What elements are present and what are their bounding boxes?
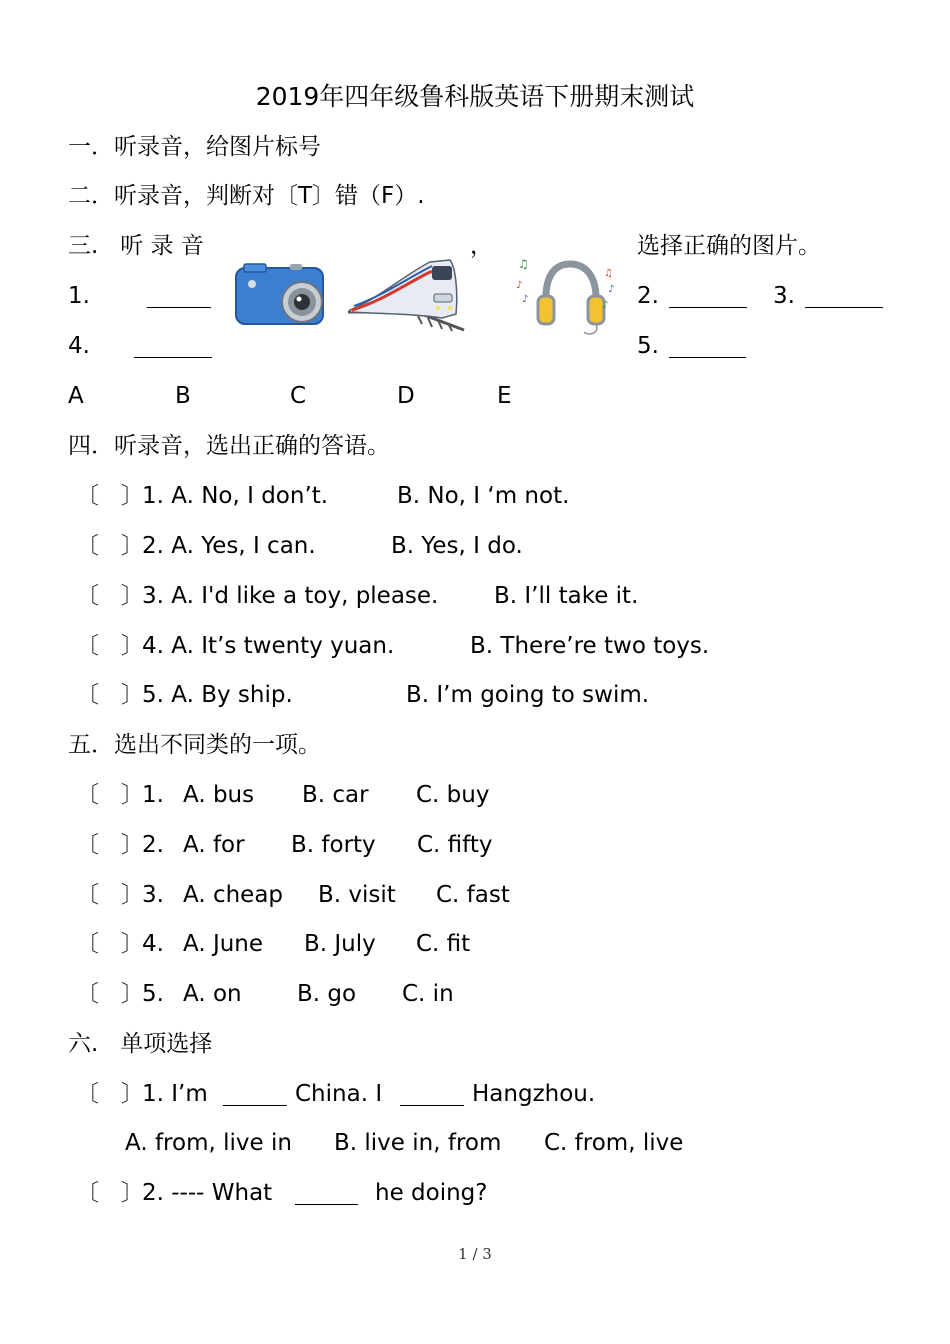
camera-icon (230, 262, 326, 328)
q5-4-option-c: C. fit (416, 931, 471, 957)
answer-blank-3[interactable] (805, 307, 883, 308)
answer-label-5: 5. (637, 333, 659, 359)
q4-3-option-a: 3. A. I'd like a toy, please. (142, 583, 439, 609)
answer-blank-1[interactable] (147, 307, 211, 308)
q5-4-number: 4. (142, 931, 164, 957)
q6-1-text-part-2: China. I (295, 1081, 383, 1107)
answer-bracket[interactable]: 〔 〕 (76, 832, 144, 858)
q6-2-text-part-1: 2. ---- What (142, 1180, 273, 1206)
q4-4-option-b: B. There’re two toys. (470, 633, 710, 659)
page-title: 2019年四年级鲁科版英语下册期末测试 (255, 82, 695, 111)
q5-3-option-a: A. cheap (183, 882, 284, 908)
picture-letter-d: D (397, 383, 415, 409)
q5-2-number: 2. (142, 832, 164, 858)
q5-5-option-b: B. go (297, 981, 357, 1007)
section-3-instruction: 选择正确的图片。 (637, 233, 821, 259)
q5-2-option-b: B. forty (291, 832, 376, 858)
answer-bracket[interactable]: 〔 〕 (76, 981, 144, 1007)
q4-4-option-a: 4. A. It’s twenty yuan. (142, 633, 395, 659)
section-3-comma: ， (470, 233, 493, 259)
picture-letter-c: C (290, 383, 307, 409)
answer-bracket[interactable]: 〔 〕 (76, 583, 144, 609)
answer-label-2: 2. (637, 283, 659, 309)
answer-bracket[interactable]: 〔 〕 (76, 882, 144, 908)
q5-3-option-b: B. visit (318, 882, 396, 908)
answer-bracket[interactable]: 〔 〕 (76, 682, 144, 708)
page-number: 1 / 3 (458, 1245, 492, 1263)
q6-1-blank-2[interactable] (400, 1105, 464, 1106)
q6-1-option-a: A. from, live in (125, 1130, 292, 1156)
section-1-heading: 一．听录音，给图片标号 (68, 134, 321, 160)
section-3-heading: 三. 听 录 音 (68, 233, 204, 259)
answer-blank-4[interactable] (134, 357, 212, 358)
q6-2-blank[interactable] (295, 1204, 358, 1205)
svg-text:♫: ♫ (604, 268, 613, 279)
answer-label-3: 3. (773, 283, 795, 309)
q5-4-option-b: B. July (304, 931, 376, 957)
section-5-heading: 五．选出不同类的一项。 (68, 732, 321, 758)
answer-bracket[interactable]: 〔 〕 (76, 931, 144, 957)
q6-1-blank-1[interactable] (223, 1105, 287, 1106)
q5-1-option-c: C. buy (416, 782, 490, 808)
answer-bracket[interactable]: 〔 〕 (76, 782, 144, 808)
answer-bracket[interactable]: 〔 〕 (76, 1180, 144, 1206)
q5-5-number: 5. (142, 981, 164, 1007)
answer-bracket[interactable]: 〔 〕 (76, 483, 144, 509)
q6-1-text-part-1: 1. I’m (142, 1081, 208, 1107)
q5-2-option-a: A. for (183, 832, 245, 858)
section-4-heading: 四．听录音，选出正确的答语。 (68, 433, 390, 459)
q4-5-option-a: 5. A. By ship. (142, 682, 293, 708)
q6-1-option-b: B. live in, from (334, 1130, 502, 1156)
q4-2-option-a: 2. A. Yes, I can. (142, 533, 316, 559)
picture-letter-b: B (175, 383, 191, 409)
q5-4-option-a: A. June (183, 931, 264, 957)
q6-1-option-c: C. from, live (544, 1130, 684, 1156)
section-6-heading: 六. 单项选择 (68, 1031, 213, 1057)
answer-label-1: 1. (68, 283, 90, 309)
svg-text:♫: ♫ (518, 257, 529, 271)
answer-bracket[interactable]: 〔 〕 (76, 633, 144, 659)
q5-1-option-a: A. bus (183, 782, 255, 808)
answer-bracket[interactable]: 〔 〕 (76, 1081, 144, 1107)
svg-text:♪: ♪ (608, 284, 615, 295)
answer-label-4: 4. (68, 333, 90, 359)
picture-letter-e: E (497, 383, 512, 409)
q6-1-text-part-3: Hangzhou. (472, 1081, 596, 1107)
q5-2-option-c: C. fifty (417, 832, 493, 858)
answer-blank-2[interactable] (669, 307, 747, 308)
q6-2-text-part-2: he doing? (375, 1180, 488, 1206)
svg-text:♪: ♪ (602, 300, 609, 311)
q4-1-option-a: 1. A. No, I don’t. (142, 483, 329, 509)
picture-letter-a: A (68, 383, 84, 409)
q4-5-option-b: B. I’m going to swim. (406, 682, 650, 708)
svg-text:♪: ♪ (516, 280, 523, 291)
answer-bracket[interactable]: 〔 〕 (76, 533, 144, 559)
headphones-icon (514, 254, 624, 338)
q5-1-number: 1. (142, 782, 164, 808)
svg-text:♪: ♪ (522, 294, 529, 305)
q4-3-option-b: B. I’ll take it. (494, 583, 639, 609)
q5-1-option-b: B. car (302, 782, 369, 808)
answer-blank-5[interactable] (669, 357, 746, 358)
q5-5-option-a: A. on (183, 981, 242, 1007)
q5-3-option-c: C. fast (436, 882, 510, 908)
q4-1-option-b: B. No, I ‘m not. (397, 483, 570, 509)
train-icon (346, 254, 468, 332)
q5-3-number: 3. (142, 882, 164, 908)
section-2-heading: 二．听录音，判断对〔T〕错（F）. (68, 183, 425, 209)
q4-2-option-b: B. Yes, I do. (391, 533, 523, 559)
q5-5-option-c: C. in (402, 981, 454, 1007)
